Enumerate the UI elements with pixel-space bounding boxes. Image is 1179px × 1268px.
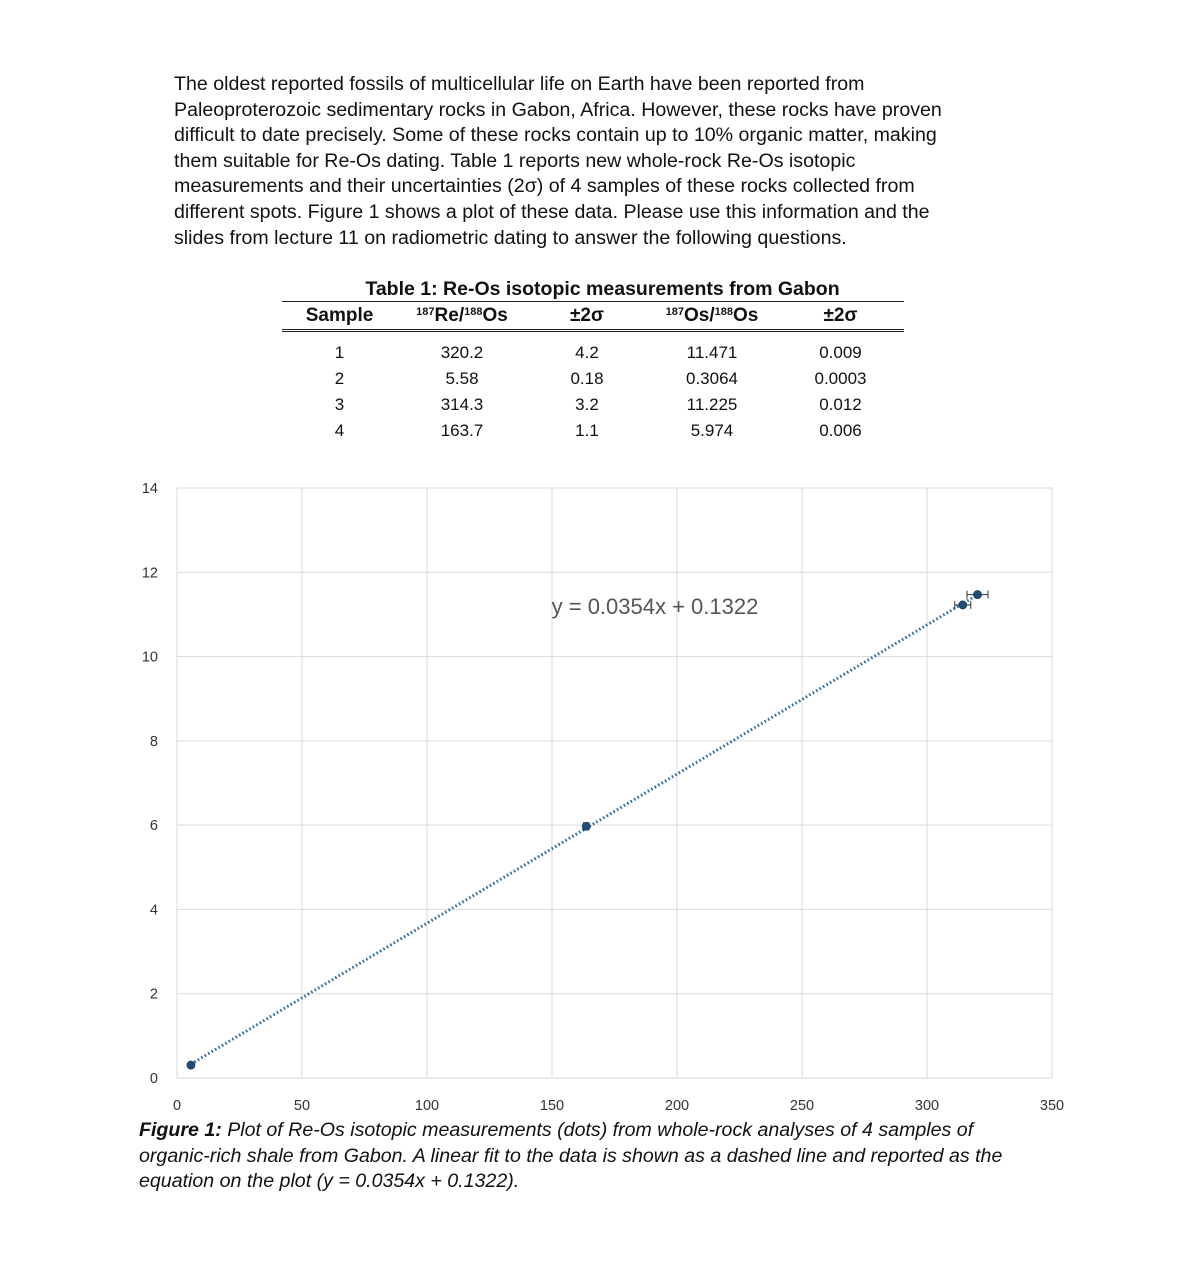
plot-area	[177, 488, 1052, 1078]
cell-re-ratio: 163.7	[440, 421, 484, 440]
cell-os-ratio: 0.3064	[686, 369, 738, 388]
intro-line: difficult to date precisely. Some of these rocks contain up to 10% organic matter, making	[174, 124, 937, 147]
cell-os-error: 0.009	[819, 343, 862, 362]
data-point	[959, 601, 967, 609]
y-tick-label: 8	[149, 733, 158, 750]
data-point	[582, 822, 590, 830]
cell-re-error: 4.2	[575, 343, 599, 362]
x-tick-label: 100	[414, 1098, 440, 1114]
cell-os-ratio: 11.471	[686, 343, 738, 362]
x-tick-label: 250	[789, 1098, 815, 1114]
header-re-error: ±2σ	[527, 302, 647, 331]
cell-os-error: 0.012	[819, 395, 862, 414]
intro-line: Paleoproterozoic sedimentary rocks in Gabon, Africa. However, these rocks have proven	[174, 98, 942, 121]
x-tick-label: 350	[1039, 1098, 1065, 1114]
fit-equation: y = 0.0354x + 0.1322	[551, 594, 759, 619]
data-point	[187, 1061, 195, 1069]
intro-line: The oldest reported fossils of multicellular life on Earth have been reported from	[174, 73, 865, 95]
header-os-ratio: $^{187}$Os/$^{188}$Os	[647, 302, 777, 331]
cell-re-ratio: 320.2	[440, 343, 484, 362]
y-tick-label: 0	[149, 1071, 158, 1087]
header-re-ratio: $^{187}$Re/$^{188}$Os	[397, 302, 527, 331]
y-tick-label: 14	[141, 481, 158, 497]
y-tick-label: 4	[149, 902, 158, 919]
cell-os-error: 0.0003	[814, 369, 867, 388]
cell-sample: 3	[334, 395, 345, 414]
x-tick-label: 50	[293, 1098, 311, 1114]
caption-text: Plot of Re-Os isotopic measurements (dots) from whole-rock analyses of 4 samples of organic-rich shale from Gabon. A linear fit to the data is shown as a dashed line and reported as the equation on the plot (y = 0.0354x + 0.1322).	[139, 1119, 1003, 1193]
x-tick-label: 0	[172, 1098, 182, 1114]
y-tick-label: 10	[141, 649, 158, 666]
data-point	[974, 591, 982, 599]
header-os-error: ±2σ	[777, 302, 904, 331]
table-title: Table 1: Re-Os isotopic measurements from Gabon	[365, 278, 840, 300]
cell-sample: 4	[334, 421, 345, 440]
cell-sample: 2	[334, 369, 345, 388]
cell-re-ratio: 5.58	[445, 369, 479, 388]
intro-line: them suitable for Re-Os dating. Table 1 reports new whole-rock Re-Os isotopic	[174, 149, 856, 172]
x-tick-label: 200	[664, 1098, 690, 1114]
cell-os-ratio: 5.974	[690, 421, 734, 440]
cell-re-error: 3.2	[575, 395, 599, 414]
header-sample: Sample	[282, 302, 397, 331]
x-tick-label: 150	[539, 1098, 565, 1114]
x-tick-label: 300	[914, 1098, 940, 1114]
y-tick-label: 2	[149, 986, 158, 1003]
intro-line: measurements and their uncertainties (2σ) of 4 samples of these rocks collected from	[174, 175, 915, 198]
cell-os-ratio: 11.225	[686, 395, 738, 414]
y-tick-label: 12	[141, 565, 158, 582]
cell-re-error: 1.1	[575, 421, 599, 440]
intro-line: slides from lecture 11 on radiometric dating to answer the following questions.	[174, 226, 847, 249]
cell-re-error: 0.18	[570, 369, 604, 388]
cell-sample: 1	[334, 343, 345, 362]
figure-caption	[139, 1118, 1049, 1195]
caption-label: Figure 1:	[139, 1119, 222, 1141]
y-tick-label: 6	[149, 818, 158, 835]
cell-os-error: 0.006	[819, 421, 862, 440]
cell-re-ratio: 314.3	[440, 395, 484, 414]
intro-line: different spots. Figure 1 shows a plot of these data. Please use this information and the	[174, 200, 930, 223]
